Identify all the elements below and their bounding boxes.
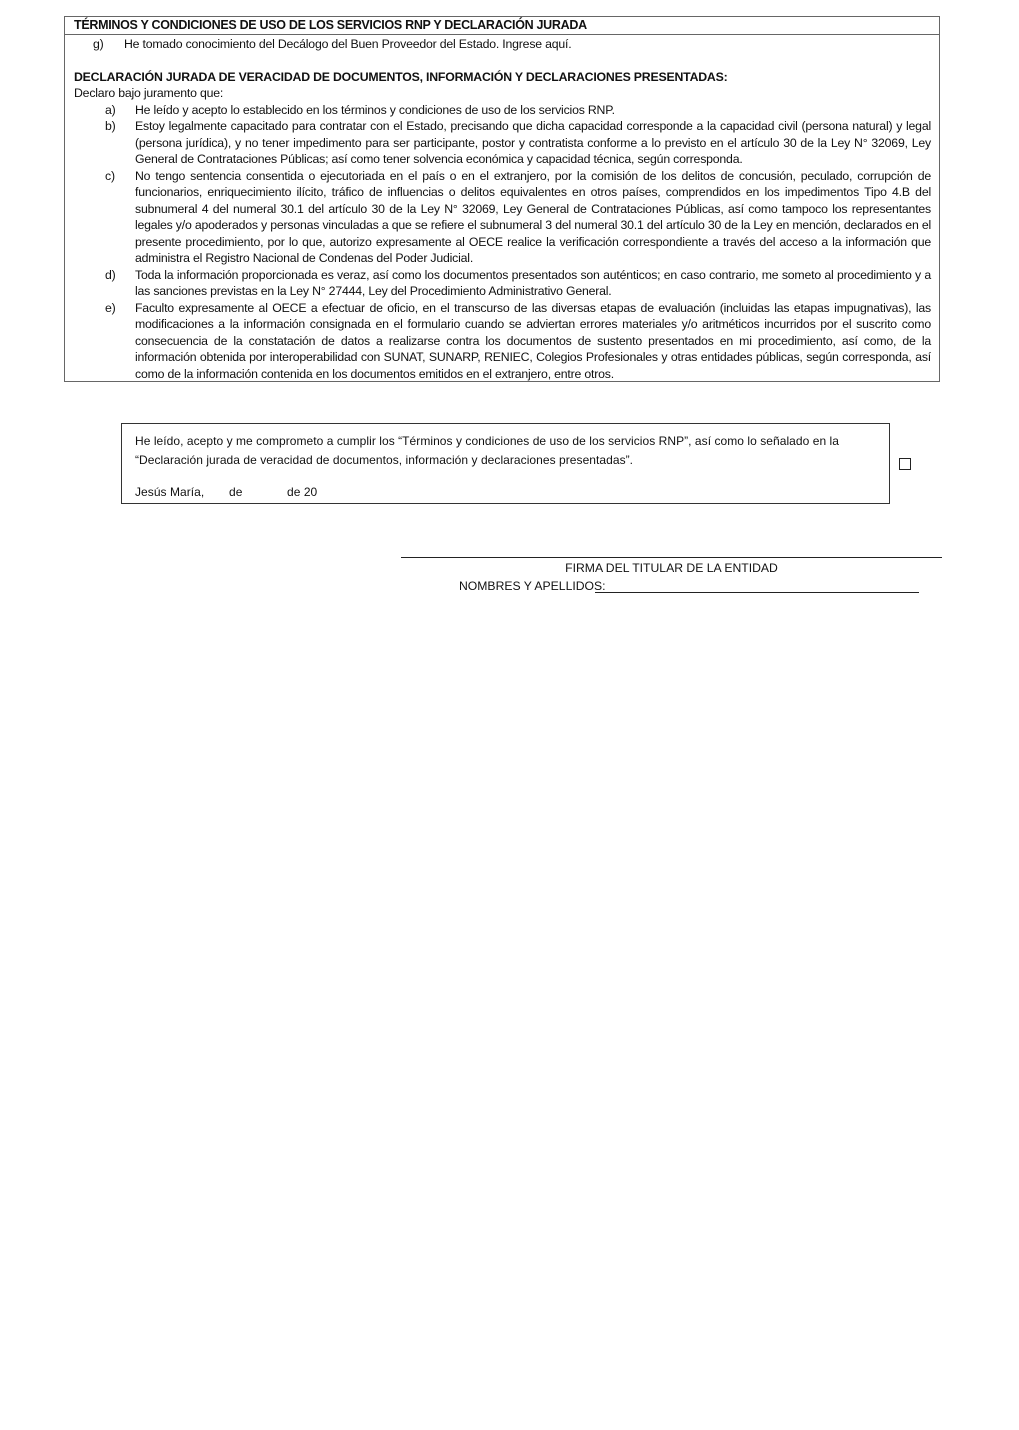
accept-checkbox[interactable] [899,458,911,470]
declaration-intro: Declaro bajo juramento que: [74,86,224,100]
item-label: g) [93,37,104,51]
declaration-title: DECLARACIÓN JURADA DE VERACIDAD DE DOCUMENTOS, INFORMACIÓN Y DECLARACIONES PRESENTADAS: [74,69,728,84]
names-line [595,592,919,593]
signature-title: FIRMA DEL TITULAR DE LA ENTIDAD [565,561,778,575]
item-label: b) [105,119,116,133]
date-de-1: de [229,485,243,499]
date-de-2: de 20 [287,485,318,499]
declaration-item-b [74,118,931,168]
declaration-item-c [74,168,931,267]
acceptance-box [121,423,890,504]
acceptance-place-date [135,483,876,502]
item-text: Estoy legalmente capacitado para contratar con el Estado, precisando que dicha capacidad corresponde a la capacidad civil (persona natural) y legal (persona jurídica), y no tener impedimento para ser participante, postor y contratista conforme a lo previsto en el artículo 30 de la Ley N° 32069, Ley General de Contrataciones Públicas; así como tener solvencia económica y capacidad técnica, según corresponda. [135,119,931,166]
item-label: d) [105,267,116,282]
signature-line [401,557,942,558]
terms-body [65,36,939,382]
item-label: e) [105,300,116,315]
item-label: a) [105,102,116,117]
terms-section [64,16,940,382]
item-text: He tomado conocimiento del Decálogo del Buen Proveedor del Estado. Ingrese aquí. [124,37,572,51]
item-text: Faculto expresamente al OECE a efectuar de oficio, en el transcurso de las diversas etapas de evaluación (incluidas las etapas impugnativas), las modificaciones a la información consignada en el formulario cuando se adviertan errores materiales y/o aritméticos incurridos por el suscrito como consecuencia de la constatación de datos a realizarse contra los documentos de sustento presentados en mi procedimiento, así como, de la información obtenida por interoperabilidad con SUNAT, SUNARP, RENIEC, Colegios Profesionales y otras entidades públicas, según corresponda, así como de la información contenida en los documentos emitidos en el extranjero, entre otros. [135,300,931,381]
names-label: NOMBRES Y APELLIDOS: [459,579,606,593]
declaration-item-d [74,267,931,300]
item-text: He leído y acepto lo establecido en los términos y condiciones de uso de los servicios RNP. [135,102,615,117]
item-text: Toda la información proporcionada es veraz, así como los documentos presentados son auténticos; en caso contrario, me someto al procedimiento y a las sanciones previstas en la Ley N° 27444, Ley del Procedimiento Administrativo General. [135,267,931,298]
place-name: Jesús María, [135,485,205,499]
terms-item-g [74,36,931,53]
declaration-item-a [74,102,931,119]
declaration-item-e [74,300,931,383]
terms-header: TÉRMINOS Y CONDICIONES DE USO DE LOS SERVICIOS RNP Y DECLARACIÓN JURADA [65,17,939,35]
item-text: No tengo sentencia consentida o ejecutoriada en el país o en el extranjero, por la comisión de los delitos de concusión, peculado, corrupción de funcionarios, enriquecimiento ilícito, tráfico de influencias o delitos equivalentes en otros países, comprendidos en los impedimentos Tipo 4.B del subnumeral 4 del numeral 30.1 del artículo 30 de la Ley N° 32069, Ley General de Contrataciones Públicas, así como tampoco los representantes legales y/o apoderados y personas vinculadas a que se refiere el subnumeral 3 del numeral 30.1 del artículo 30 de la Ley en mención, declarados en el presente procedimiento, por lo que, autorizo expresamente al OECE realice la verificación correspondiente a través del acceso a la información que administra el Registro Nacional de Condenas del Poder Judicial. [135,168,931,265]
acceptance-text: He leído, acepto y me comprometo a cumplir los “Términos y condiciones de uso de los servicios RNP”, así como lo señalado en la “Declaración jurada de veracidad de documentos, información y declaraciones presentadas”. [135,434,839,467]
item-label: c) [105,168,115,183]
